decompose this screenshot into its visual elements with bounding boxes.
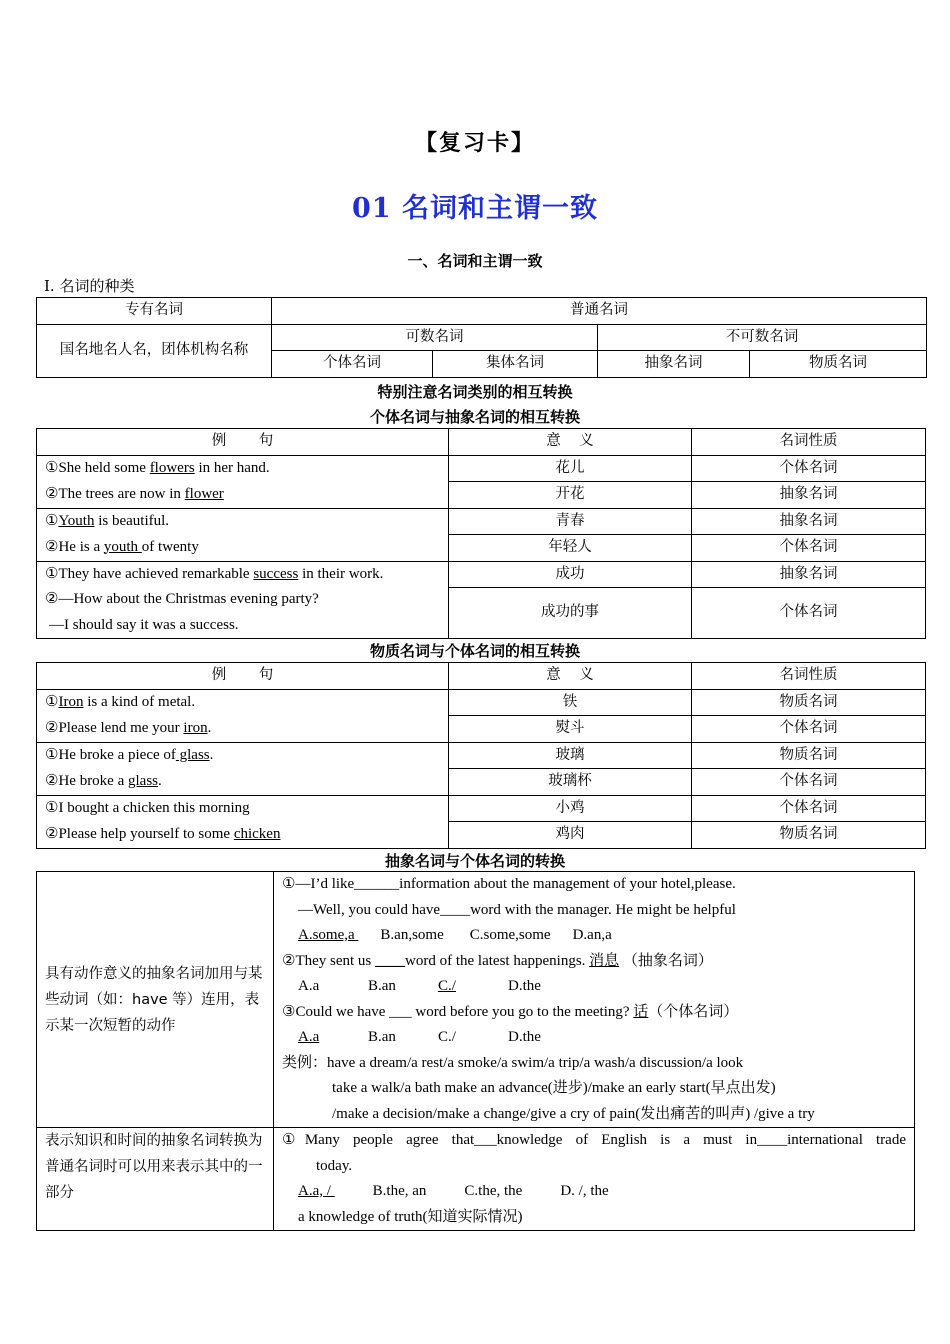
table3-heading: 抽象名词与个体名词的转换 bbox=[384, 852, 565, 870]
rule-desc-cell: 表示知识和时间的抽象名词转换为普通名词时可以用来表示其中的一部分 bbox=[37, 1128, 274, 1231]
proper-noun-header: 专有名词 bbox=[37, 298, 272, 325]
type-cell: 抽象名词 bbox=[692, 482, 926, 509]
note-heading: 特别注意名词类别的相互转换 bbox=[377, 383, 573, 401]
type-cell: 个体名词 bbox=[692, 716, 926, 743]
card-title: 【复习卡】 bbox=[414, 130, 535, 156]
example-cell: ①I bought a chicken this morning ②Please help yourself to some chicken bbox=[37, 795, 449, 848]
type-cell: 个体名词 bbox=[692, 588, 926, 639]
individual-abstract-table bbox=[36, 428, 926, 639]
table2-heading: 物质名词与个体名词的相互转换 bbox=[369, 642, 580, 660]
abstract-noun: 抽象名词 bbox=[598, 351, 750, 378]
abstract-individual-table bbox=[36, 871, 915, 1231]
type-cell: 抽象名词 bbox=[692, 508, 926, 535]
type-cell: 物质名词 bbox=[692, 822, 926, 849]
col-type: 名词性质 bbox=[692, 429, 926, 456]
meaning-cell: 成功 bbox=[449, 561, 692, 588]
meaning-cell: 青春 bbox=[449, 508, 692, 535]
material-individual-table bbox=[36, 662, 926, 849]
individual-noun: 个体名词 bbox=[272, 351, 433, 378]
col-example: 例 句 bbox=[37, 663, 449, 690]
meaning-cell: 开花 bbox=[449, 482, 692, 509]
type-cell: 物质名词 bbox=[692, 689, 926, 716]
common-noun-header: 普通名词 bbox=[272, 298, 927, 325]
type-cell: 个体名词 bbox=[692, 535, 926, 562]
countable-header: 可数名词 bbox=[272, 324, 598, 351]
meaning-cell: 玻璃杯 bbox=[449, 769, 692, 796]
meaning-cell: 成功的事 bbox=[449, 588, 692, 639]
meaning-cell: 熨斗 bbox=[449, 716, 692, 743]
meaning-cell: 小鸡 bbox=[449, 795, 692, 822]
uncountable-header: 不可数名词 bbox=[598, 324, 927, 351]
example-cell: ①Youth is beautiful. ②He is a youth of twenty bbox=[37, 508, 449, 561]
example-cell: ①Iron is a kind of metal. ②Please lend me your iron. bbox=[37, 689, 449, 742]
type-cell: 个体名词 bbox=[692, 455, 926, 482]
table1-heading: 个体名词与抽象名词的相互转换 bbox=[369, 408, 580, 426]
proper-noun-desc: 国名地名人名，团体机构名称 bbox=[37, 324, 272, 377]
col-meaning: 意 义 bbox=[449, 663, 692, 690]
material-noun: 物质名词 bbox=[750, 351, 927, 378]
example-cell: ①They have achieved remarkable success in their work. ②—How about the Christmas evening party? —I should say it was a success. bbox=[37, 561, 449, 639]
type-cell: 物质名词 bbox=[692, 742, 926, 769]
example-cell: ①She held some flowers in her hand. ②The trees are now in flower bbox=[37, 455, 449, 508]
col-example: 例 句 bbox=[37, 429, 449, 456]
section-title: 一、名词和主谓一致 bbox=[407, 252, 543, 270]
questions-cell: ①Many people agree that___knowledge of English is a must in____international trade today. A.a, / B.the, an C.the, the D. /, the a knowledge of truth(知道实际情况) bbox=[274, 1128, 915, 1231]
example-cell: ①He broke a piece of glass. ②He broke a glass. bbox=[37, 742, 449, 795]
meaning-cell: 年轻人 bbox=[449, 535, 692, 562]
collective-noun: 集体名词 bbox=[433, 351, 598, 378]
type-cell: 个体名词 bbox=[692, 769, 926, 796]
col-type: 名词性质 bbox=[692, 663, 926, 690]
noun-kinds-table bbox=[36, 297, 927, 378]
meaning-cell: 鸡肉 bbox=[449, 822, 692, 849]
sub-label: I. 名词的种类 bbox=[44, 277, 135, 295]
meaning-cell: 玻璃 bbox=[449, 742, 692, 769]
main-title: 01 名词和主谓一致 bbox=[352, 193, 598, 224]
type-cell: 个体名词 bbox=[692, 795, 926, 822]
meaning-cell: 铁 bbox=[449, 689, 692, 716]
questions-cell: ①—I’d like______information about the management of your hotel,please. —Well, you could have____word with the manager. He might be helpful A.some,a B.an,some C.some,some D.an,a ②They sent us ____word of the latest happenings. 消息 （抽象名词） A.a B.an C./ D.the ③Could we have ___ word before you go to the meeting? 话（个体名词） A.a B.an C./ D.the 类例：have a dream/a rest/a smoke/a swim/a trip/a wash/a discussion/a look take a walk/a bath make an advance(进步)/make an early start(早点出发) /make a decision/make a change/give a cry of pain(发出痛苦的叫声) /give a try bbox=[274, 872, 915, 1128]
rule-desc-cell: 具有动作意义的抽象名词加用与某些动词（如：have 等）连用，表示某一次短暂的动作 bbox=[37, 872, 274, 1128]
type-cell: 抽象名词 bbox=[692, 561, 926, 588]
meaning-cell: 花儿 bbox=[449, 455, 692, 482]
col-meaning: 意 义 bbox=[449, 429, 692, 456]
